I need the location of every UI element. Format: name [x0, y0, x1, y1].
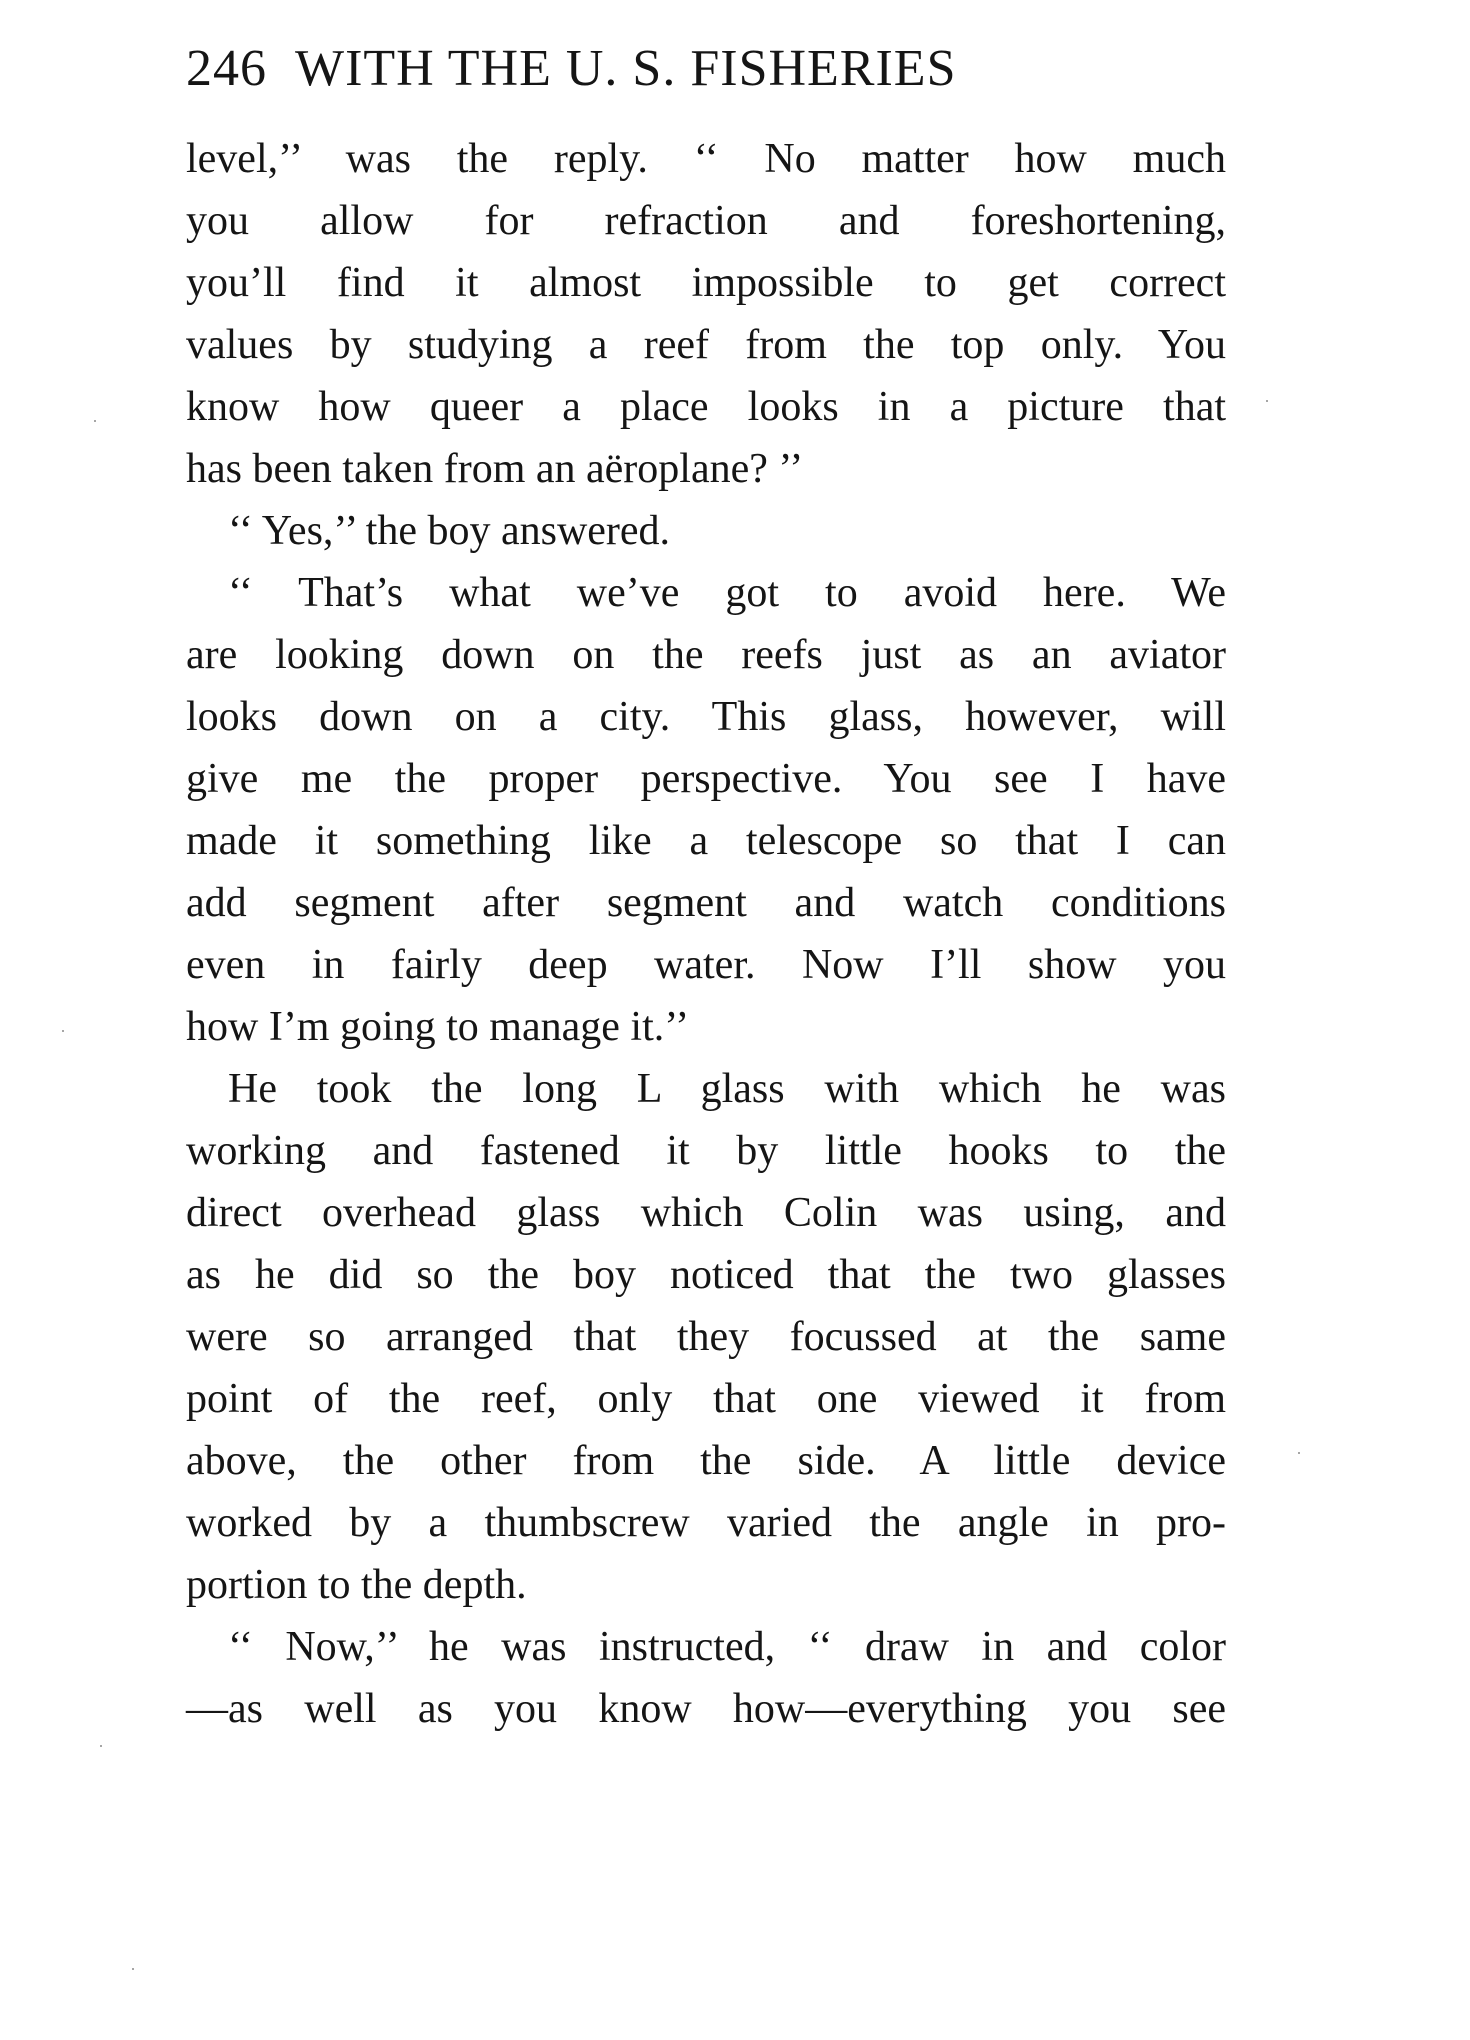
text-line: ‘‘ Yes,’’ the boy answered.: [228, 508, 671, 554]
text-line: add segment after segment and watch conditions: [186, 880, 1226, 926]
text-line: portion to the depth.: [186, 1562, 527, 1608]
text-line: —as well as you know how—everything you see: [186, 1686, 1226, 1732]
text-line: are looking down on the reefs just as an aviator: [186, 632, 1226, 678]
text-line: He took the long L glass with which he was: [228, 1066, 1226, 1112]
text-line: were so arranged that they focussed at the same: [186, 1314, 1226, 1360]
running-title: WITH THE U. S. FISHERIES: [295, 40, 957, 97]
scan-speck: [94, 420, 96, 422]
text-line: values by studying a reef from the top only. You: [186, 322, 1226, 368]
text-line: worked by a thumbscrew varied the angle in pro-: [186, 1500, 1226, 1546]
text-line: ‘‘ Now,’’ he was instructed, ‘‘ draw in and color: [228, 1624, 1226, 1670]
scan-speck: [132, 1968, 134, 1970]
text-line: even in fairly deep water. Now I’ll show you: [186, 942, 1226, 988]
running-header: [186, 34, 1236, 104]
text-line: direct overhead glass which Colin was using, and: [186, 1190, 1226, 1236]
text-line: know how queer a place looks in a picture that: [186, 384, 1226, 430]
text-line: give me the proper perspective. You see I have: [186, 756, 1226, 802]
text-line: working and fastened it by little hooks to the: [186, 1128, 1226, 1174]
text-line: made it something like a telescope so that I can: [186, 818, 1226, 864]
text-line: you’ll find it almost impossible to get correct: [186, 260, 1226, 306]
text-line: level,’’ was the reply. ‘‘ No matter how much: [186, 136, 1226, 182]
text-line: above, the other from the side. A little device: [186, 1438, 1226, 1484]
text-line: you allow for refraction and foreshortening,: [186, 198, 1226, 244]
text-line: has been taken from an aëroplane? ’’: [186, 446, 804, 492]
text-line: looks down on a city. This glass, however, will: [186, 694, 1226, 740]
text-line: ‘‘ That’s what we’ve got to avoid here. We: [228, 570, 1226, 616]
body-text: [186, 128, 1226, 1740]
text-line: as he did so the boy noticed that the two glasses: [186, 1252, 1226, 1298]
scan-speck: [1266, 400, 1268, 402]
scan-speck: [100, 1745, 102, 1747]
text-line: how I’m going to manage it.’’: [186, 1004, 690, 1050]
page-number: 246: [186, 40, 267, 97]
scan-speck: [1298, 1452, 1300, 1454]
text-line: point of the reef, only that one viewed it from: [186, 1376, 1226, 1422]
scan-speck: [62, 1030, 64, 1032]
